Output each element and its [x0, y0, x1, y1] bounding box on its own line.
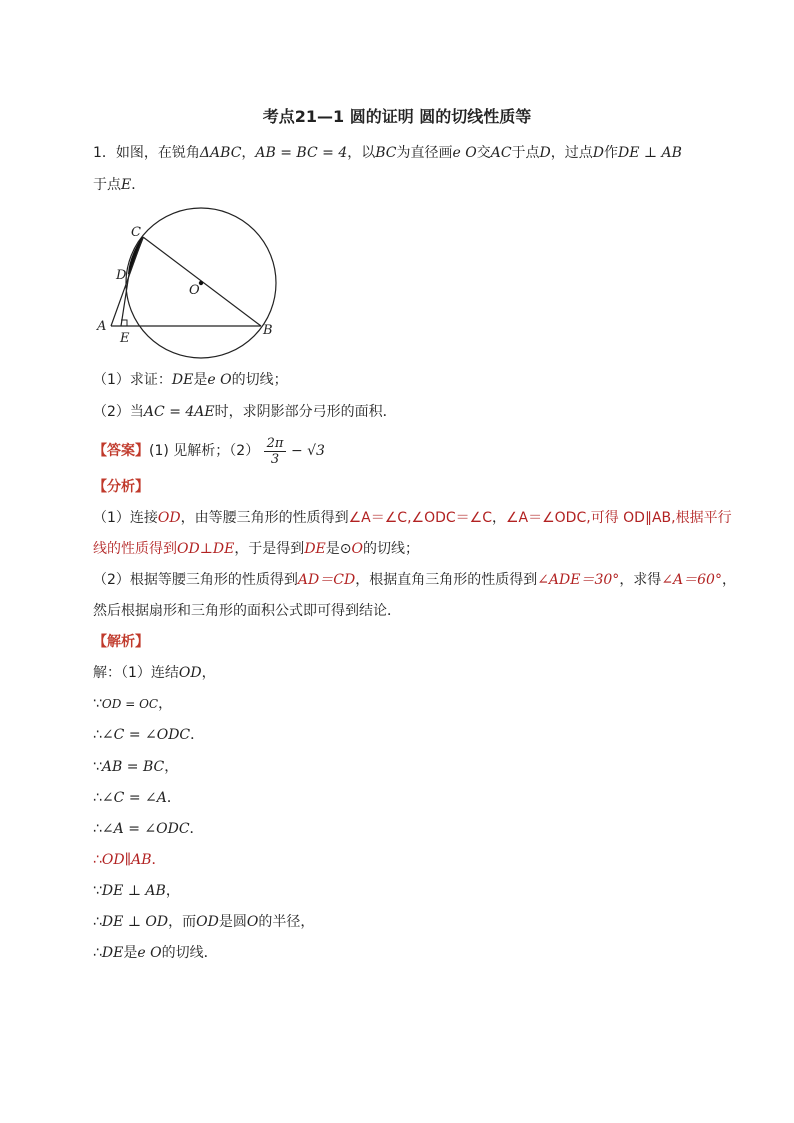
sub-question-1 — [93, 370, 288, 390]
solution-math: OD — [178, 665, 202, 681]
math-od: OD — [157, 510, 181, 526]
answer-fraction — [264, 436, 287, 467]
solution-text: ∵ — [93, 759, 102, 775]
analysis-label-text: 【分析】 — [93, 479, 149, 495]
math-ad-eq-cd: AD＝CD — [297, 572, 356, 588]
solution-text: ∴ — [93, 914, 102, 930]
solution-line-8 — [93, 881, 180, 901]
solution-label-text: 【解析】 — [93, 634, 149, 650]
sub-text: 是 — [193, 372, 208, 388]
analysis-text: ，求得 — [619, 572, 662, 588]
question-text: ，过点 — [550, 145, 593, 161]
sub-text: 的切线； — [231, 372, 288, 388]
solution-line-10 — [93, 943, 218, 963]
solution-text: ， — [158, 696, 173, 712]
solution-math: OD — [196, 914, 219, 930]
label-a: A — [97, 319, 107, 334]
math-circle-o: e O — [452, 145, 477, 161]
solution-text: ∴ — [93, 727, 102, 743]
answer-label: 【答案】 — [93, 443, 149, 459]
label-o: O — [189, 283, 200, 298]
sub-text: 时，求阴影部分弓形的面积． — [214, 404, 397, 420]
question-text: 交 — [476, 145, 491, 161]
analysis-text: （2）根据等腰三角形的性质得到 — [93, 572, 298, 588]
solution-line-4 — [93, 757, 178, 777]
label-d: D — [116, 268, 127, 283]
math-de: DE — [304, 541, 326, 557]
question-text: 1．如图，在锐角 — [93, 145, 200, 161]
math-angle-ade: ∠ADE＝30° — [537, 572, 620, 588]
solution-text: 的半径， — [258, 914, 315, 930]
question-text: 为直径画 — [396, 145, 453, 161]
solution-text: ． — [151, 852, 166, 868]
solution-line-6 — [93, 819, 204, 839]
solution-line-5 — [93, 788, 181, 808]
analysis-red-text: ∠A＝∠C,∠ODC＝∠C — [348, 510, 492, 526]
answer-text: (1) 见解析；（2） — [149, 443, 260, 459]
solution-line-7 — [93, 850, 166, 870]
label-b: B — [263, 323, 273, 338]
math-bc: BC — [375, 145, 397, 161]
analysis-text: ，由等腰三角形的性质得到 — [180, 510, 349, 526]
solution-line-2 — [93, 694, 172, 714]
solution-text: ∴ — [93, 852, 102, 868]
fraction-numerator: 2π — [264, 436, 287, 452]
solution-text: 的切线． — [161, 945, 218, 961]
math-point-e: E — [121, 177, 132, 193]
analysis-red-text: 线的性质得到 — [93, 541, 177, 557]
math-triangle: ΔABC — [199, 145, 242, 161]
solution-math: O — [246, 914, 259, 930]
solution-text: ∵ — [93, 696, 102, 712]
solution-math: DE — [101, 945, 124, 961]
sub-text: （1）求证： — [93, 372, 172, 388]
sub-text: （2）当 — [93, 404, 144, 420]
question-text: ， — [241, 145, 256, 161]
solution-text: 是 — [123, 945, 138, 961]
question-text: 于点 — [511, 145, 540, 161]
page-title: 考点21—1 圆的证明 圆的切线性质等 — [262, 107, 532, 126]
math-od-perp-de: OD⊥DE — [177, 541, 235, 557]
analysis-text: （1）连接 — [93, 510, 158, 526]
math-condition: AC = 4AE — [143, 404, 215, 420]
math-de-perp-ab: DE ⊥ AB — [618, 145, 682, 161]
analysis-text: ， — [721, 572, 736, 588]
solution-text: ， — [164, 759, 179, 775]
solution-line-9 — [93, 912, 314, 932]
solution-line-3 — [93, 725, 204, 745]
math-point-d: D — [539, 145, 551, 161]
math-de: DE — [171, 372, 194, 388]
analysis-text: 然后根据扇形和三角形的面积公式即可得到结论． — [93, 603, 401, 619]
label-e: E — [120, 331, 130, 346]
question-text: ． — [131, 177, 146, 193]
solution-math: e O — [137, 945, 162, 961]
analysis-text: 的切线； — [362, 541, 419, 557]
analysis-p2-line2 — [93, 601, 401, 621]
solution-math: DE ⊥ OD — [101, 914, 169, 930]
math-o: O — [351, 541, 363, 557]
answer-line — [93, 434, 325, 468]
solution-math: DE ⊥ AB — [101, 883, 166, 899]
math-eq-sides: AB = BC = 4 — [255, 145, 348, 161]
math-circle-o: e O — [207, 372, 232, 388]
math-point-d: D — [592, 145, 605, 161]
analysis-text: ， — [491, 510, 506, 526]
analysis-text: ，于是得到 — [234, 541, 305, 557]
solution-text: 解：（1）连结 — [93, 665, 179, 681]
solution-text: 是圆 — [218, 914, 247, 930]
solution-math: ∠C = ∠ODC — [101, 727, 191, 743]
math-angle-a: ∠A＝60° — [661, 572, 722, 588]
analysis-p1-line1 — [93, 508, 732, 528]
math-ac: AC — [490, 145, 512, 161]
solution-line-1 — [93, 663, 216, 683]
question-text: 于点 — [93, 177, 121, 193]
solution-text: ， — [201, 665, 216, 681]
solution-math: OD = OC — [101, 697, 159, 711]
analysis-label — [93, 477, 149, 497]
analysis-text: 是⊙ — [325, 541, 352, 557]
solution-text: ． — [189, 821, 204, 837]
analysis-red-text: ∠A＝∠ODC,可得 OD∥AB,根据平行 — [505, 510, 732, 526]
solution-text: ，而 — [168, 914, 197, 930]
solution-text: ∵ — [93, 883, 102, 899]
solution-math: ∠C = ∠A — [101, 790, 167, 806]
analysis-text: ，根据直角三角形的性质得到 — [355, 572, 538, 588]
solution-label — [93, 632, 149, 652]
question-text: 作 — [604, 145, 619, 161]
solution-text: ． — [166, 790, 181, 806]
analysis-p2-line1 — [93, 570, 736, 590]
answer-sqrt: − √3 — [290, 443, 325, 459]
solution-text: ∴ — [93, 945, 102, 961]
solution-text: ∴ — [93, 790, 102, 806]
solution-text: ∴ — [93, 821, 102, 837]
solution-text: ， — [165, 883, 180, 899]
solution-text: ． — [190, 727, 205, 743]
solution-math: OD∥AB — [101, 852, 152, 868]
label-c: C — [131, 225, 141, 240]
solution-math: ∠A = ∠ODC — [101, 821, 190, 837]
solution-math: AB = BC — [101, 759, 165, 775]
question-text: ，以 — [347, 145, 376, 161]
sub-question-2 — [93, 402, 397, 422]
analysis-p1-line2 — [93, 539, 419, 559]
fraction-denominator: 3 — [270, 451, 280, 467]
